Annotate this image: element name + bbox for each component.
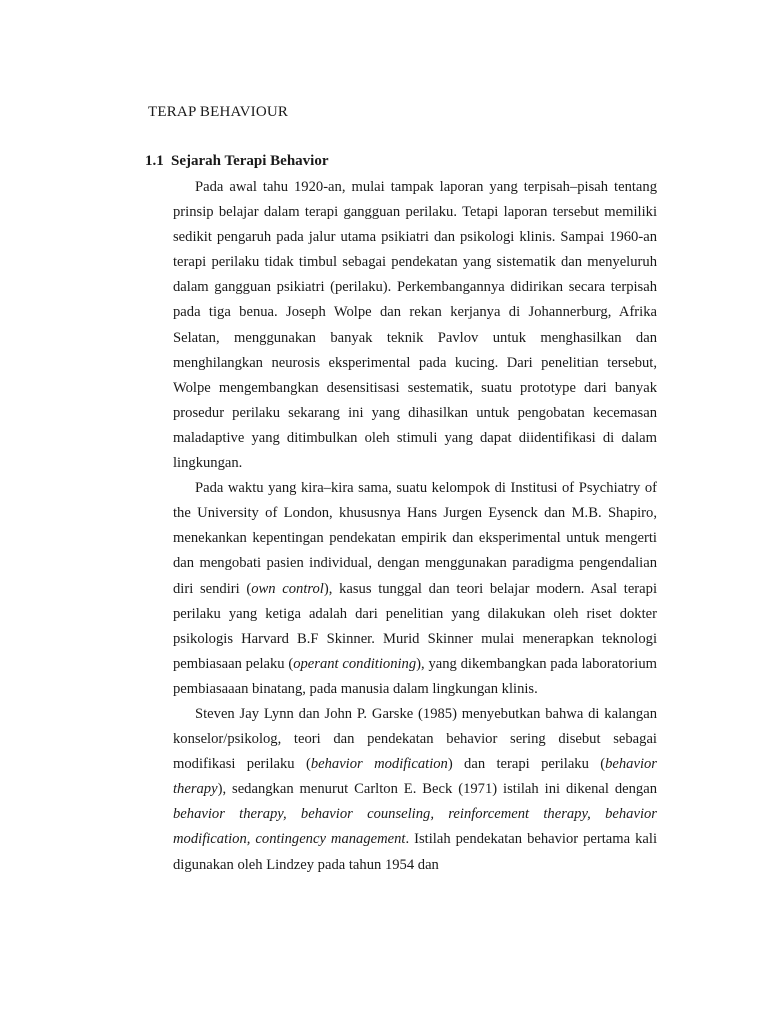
italic-text-run: behavior modification — [310, 756, 448, 773]
italic-text-run: own control — [251, 580, 324, 597]
paragraph — [173, 702, 657, 878]
text-run: ), yang dikembangkan pada laboratorium pembiasaaan binatang, pada manusia dalam lingkungan klinis. — [173, 655, 657, 697]
document-title: TERAP BEHAVIOUR — [148, 104, 289, 120]
text-run: Pada waktu yang kira–kira sama, suatu kelompok di Institusi of Psychiatry of the University of London, khususnya Hans Jurgen Eysenck dan M.B. Shapiro, menekankan kepentingan pendekatan empirik dan eksperimental untuk mengerti dan mengobati pasien individual, dengan menggunakan paradigma pengendalian diri sendiri ( — [173, 480, 657, 597]
section-heading — [145, 153, 329, 170]
paragraph — [173, 175, 657, 476]
text-run: Pada awal tahu 1920-an, mulai tampak laporan yang terpisah–pisah tentang prinsip belajar dalam terapi gangguan perilaku. Tetapi laporan tersebut memiliki sedikit pengaruh pada jalur utama psikiatri dan psikologi klinis. Sampai 1960-an terapi perilaku tidak timbul sebagai pendekatan yang sistematik dan menyeluruh dalam gangguan psikiatri (perilaku). Perkembangannya didirikan secara terpisah pada tiga benua. Joseph Wolpe dan rekan kerjanya di Johannerburg, Afrika Selatan, menggunakan banyak teknik Pavlov untuk menghasilkan dan menghilangkan neurosis eksperimental pada kucing. Dari penelitian tersebut, Wolpe mengembangkan desensitisasi sestematik, suatu prototype dari banyak prosedur perilaku sekarang ini yang dihasilkan untuk pengobatan kecemasan maladaptive yang ditimbulkan oleh stimuli yang dapat diidentifikasi di dalam lingkungan. — [173, 179, 657, 472]
text-run: ), kasus tunggal dan teori belajar modern. Asal terapi perilaku yang ketiga adalah dari penelitian yang dilakukan oleh riset dokter psikologis Harvard B.F Skinner. Murid Skinner mulai menerapkan teknologi pembiasaan pelaku ( — [173, 580, 657, 672]
text-run: . Istilah pendekatan behavior pertama kali digunakan oleh Lindzey pada tahun 1954 dan — [173, 831, 657, 873]
text-run: ), sedangkan menurut Carlton E. Beck (1971) istilah ini dikenal dengan — [217, 781, 657, 798]
paragraph — [173, 476, 657, 702]
body-text — [173, 175, 657, 878]
text-run: ) dan terapi perilaku ( — [447, 756, 606, 773]
italic-text-run: behavior therapy — [173, 756, 657, 798]
text-run: Steven Jay Lynn dan John P. Garske (1985) menyebutkan bahwa di kalangan konselor/psikolog, teori dan pendekatan behavior sering disebut sebagai modifikasi perilaku ( — [173, 705, 657, 773]
italic-text-run: behavior therapy, behavior counseling, reinforcement therapy, behavior modification, contingency management — [173, 806, 657, 848]
section-title: Sejarah Terapi Behavior — [171, 153, 329, 169]
section-number: 1.1 — [145, 153, 164, 169]
italic-text-run: operant conditioning — [293, 655, 417, 672]
